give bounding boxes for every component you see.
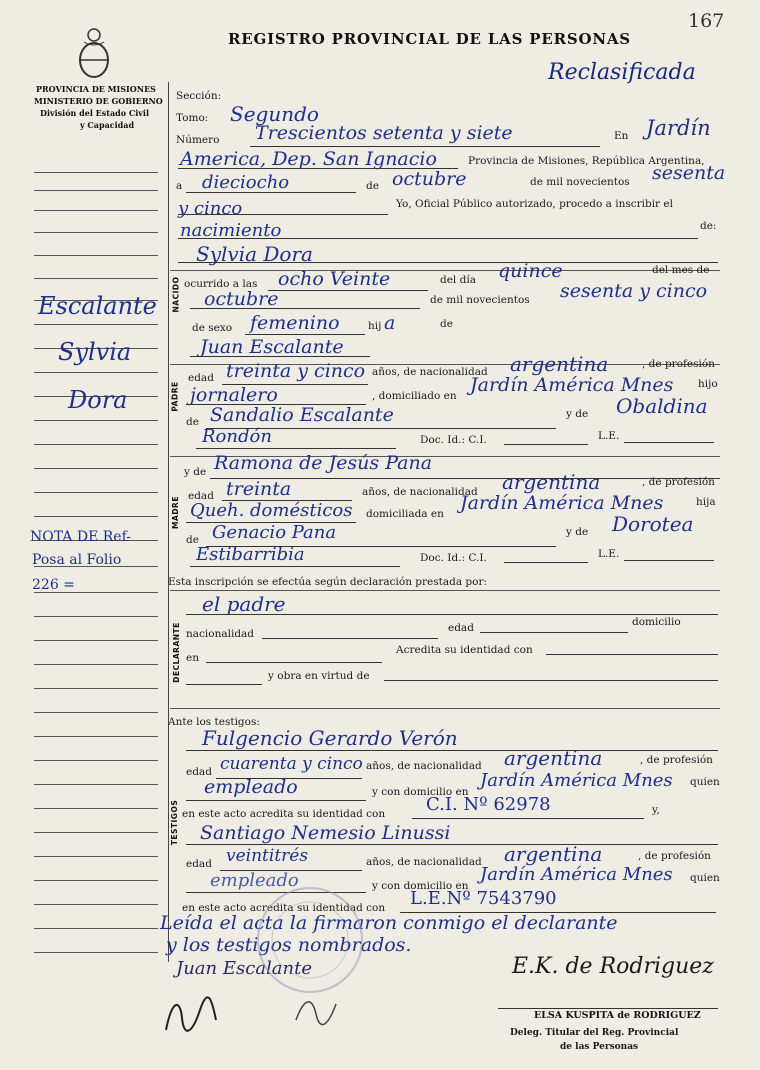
label-profesion-madre: , de profesión <box>642 476 715 488</box>
label-sexo: de sexo <box>192 322 233 334</box>
value-abuelo: Sandalio Escalante <box>210 404 394 426</box>
value-anio-2: y cinco <box>178 198 243 219</box>
value-abuela-2: Rondón <box>202 426 272 447</box>
section-label-padre: PADRE <box>170 381 180 412</box>
label-y-comma: y, <box>652 804 660 816</box>
label-profesion-padre: , de profesión <box>642 358 715 370</box>
label-hija: hija <box>696 496 716 508</box>
label-de-colon: de: <box>700 220 717 232</box>
margin-note-1: NOTA DE Ref- <box>30 529 131 545</box>
value-t2-dom: Jardín América Mnes <box>480 864 673 885</box>
value-t1-nac: argentina <box>504 746 603 770</box>
label-edad-t2: edad <box>186 858 212 870</box>
label-del-dia: del día <box>440 274 476 286</box>
section-label-testigos: TESTIGOS <box>170 799 180 846</box>
value-madre-nac: argentina <box>502 470 601 494</box>
page-number: 167 <box>688 10 725 32</box>
section-label-nacido: NACIDO <box>171 276 181 313</box>
signature-witness-1 <box>162 990 222 1040</box>
label-profesion-t2: , de profesión <box>638 850 711 862</box>
value-dia: dieciocho <box>202 172 290 193</box>
label-de-abuelo-m: de <box>186 534 199 546</box>
agency-line-2: MINISTERIO DE GOBIERNO <box>34 96 163 106</box>
label-provincia: Provincia de Misiones, República Argentina, <box>468 155 705 167</box>
label-quien-t1: quien <box>690 776 720 788</box>
label-docid-padre: Doc. Id.: C.I. <box>420 434 487 446</box>
closing-line-1: Leída el acta la firmaron conmigo el declarante <box>160 912 618 934</box>
value-hij: a <box>384 312 396 334</box>
label-y-de-madre: y de <box>184 466 207 478</box>
value-mes: octubre <box>392 168 467 190</box>
value-lugar-1: Jardín <box>646 116 711 140</box>
main-vertical-rule <box>168 82 169 962</box>
section-label-declarante: DECLARANTE <box>171 622 181 683</box>
value-madre-nombre: Ramona de Jesús Pana <box>214 452 433 474</box>
value-t2-nac: argentina <box>504 842 603 866</box>
value-t2-edad: veintitrés <box>226 846 309 866</box>
label-edad-dec: edad <box>448 622 474 634</box>
label-de-2: de <box>440 318 453 330</box>
value-hora: ocho Veinte <box>278 268 391 290</box>
value-abuela-1: Obaldina <box>616 394 708 418</box>
coat-of-arms <box>74 24 114 80</box>
value-abuela-m-1: Dorotea <box>612 512 694 536</box>
value-t2-doc: L.E.Nº 7543790 <box>410 888 557 909</box>
document-title: REGISTRO PROVINCIAL DE LAS PERSONAS <box>228 30 631 48</box>
official-name: ELSA KUSPITA de RODRIGUEZ <box>534 1010 701 1021</box>
label-en-dec: en <box>186 652 199 664</box>
label-de-mil: de mil novecientos <box>530 176 630 188</box>
label-con-domicilio-t1: y con domicilio en <box>372 786 469 798</box>
official-seal <box>250 880 370 1000</box>
label-de-mes: de <box>366 180 379 192</box>
value-declarante: el padre <box>202 592 286 616</box>
label-acredita-dec: Acredita su identidad con <box>396 644 533 656</box>
value-padre-nac: argentina <box>510 352 609 376</box>
label-hij: hij <box>368 320 382 332</box>
label-obra-dec: y obra en virtud de <box>268 670 370 682</box>
label-del-mes: del mes de <box>652 264 710 276</box>
label-hijo: hijo <box>698 378 718 390</box>
value-madre-dom: Jardín América Mnes <box>460 492 664 514</box>
margin-note-2: Posa al Folio <box>32 552 122 568</box>
label-seccion: Sección: <box>176 90 222 102</box>
label-le-padre: L.E. <box>598 430 620 442</box>
label-con-domicilio-t2: y con domicilio en <box>372 880 469 892</box>
label-a: a <box>176 180 183 192</box>
label-de-abuelo: de <box>186 416 199 428</box>
label-anios-madre: años, de nacionalidad <box>362 486 478 498</box>
value-padre-dom: Jardín América Mnes <box>470 374 674 396</box>
closing-line-2: y los testigos nombrados. <box>166 934 412 956</box>
value-t1-edad: cuarenta y cinco <box>220 754 363 774</box>
value-madre-edad: treinta <box>226 478 292 500</box>
label-profesion-t1: , de profesión <box>640 754 713 766</box>
value-padre-edad: treinta y cinco <box>226 360 366 382</box>
label-y-de-abuela-m: y de <box>566 526 589 538</box>
margin-first-name: Sylvia <box>58 338 132 366</box>
value-t2-prof: empleado <box>210 870 299 891</box>
label-le-madre: L.E. <box>598 548 620 560</box>
label-anios-t1: años, de nacionalidad <box>366 760 482 772</box>
label-edad-padre: edad <box>188 372 214 384</box>
value-padre-nombre: Juan Escalante <box>200 336 344 358</box>
agency-line-4: y Capacidad <box>80 120 135 130</box>
label-edad-t1: edad <box>186 766 212 778</box>
label-anios-t2: años, de nacionalidad <box>366 856 482 868</box>
margin-note-3: 226 = <box>32 577 75 593</box>
value-abuela-m-2: Estibarribia <box>196 544 305 565</box>
value-acto: nacimiento <box>180 220 282 241</box>
label-acredita-t1: en este acto acredita su identidad con <box>182 808 386 820</box>
value-numero: Trescientos setenta y siete <box>255 122 513 144</box>
section-label-madre: MADRE <box>170 496 180 529</box>
margin-second-name: Dora <box>68 386 128 414</box>
value-anio-nac: sesenta y cinco <box>560 280 708 302</box>
value-tomo: Segundo <box>230 102 319 126</box>
margin-surname: Escalante <box>38 292 157 320</box>
label-docid-madre: Doc. Id.: C.I. <box>420 552 487 564</box>
label-de-mil-2: de mil novecientos <box>430 294 530 306</box>
label-numero: Número <box>176 134 220 146</box>
label-nacionalidad-dec: nacionalidad <box>186 628 255 640</box>
label-edad-madre: edad <box>188 490 214 502</box>
value-padre-prof: jornalero <box>190 384 278 406</box>
signature-official: E.K. de Rodriguez <box>512 954 714 979</box>
value-t1-prof: empleado <box>204 776 298 798</box>
official-title-1: Deleg. Titular del Reg. Provincial <box>510 1028 679 1038</box>
reclassification-stamp: Reclasificada <box>548 60 696 85</box>
label-domiciliado: , domiciliado en <box>372 390 457 402</box>
label-en: En <box>614 130 629 142</box>
label-y-de-abuela: y de <box>566 408 589 420</box>
value-sexo: femenino <box>250 312 340 334</box>
label-quien-t2: quien <box>690 872 720 884</box>
value-lugar-2: America, Dep. San Ignacio <box>180 148 437 170</box>
value-abuelo-m: Genacio Pana <box>212 522 337 543</box>
official-title-2: de las Personas <box>560 1042 639 1052</box>
value-anio-1: sesenta <box>652 162 726 184</box>
label-ocurrido: ocurrido a las <box>184 278 258 290</box>
label-testigos: Ante los testigos: <box>168 716 260 728</box>
value-madre-prof: Queh. domésticos <box>190 500 353 521</box>
value-mes-nac: octubre <box>204 288 279 310</box>
label-oficial: Yo, Oficial Público autorizado, procedo a inscribir el <box>396 198 673 210</box>
label-tomo: Tomo: <box>176 112 209 124</box>
label-acredita-t2: en este acto acredita su identidad con <box>182 902 386 914</box>
label-declaracion: Esta inscripción se efectúa según declaración prestada por: <box>168 576 488 588</box>
agency-line-1: PROVINCIA DE MISIONES <box>36 84 156 94</box>
label-domiciliada: domiciliada en <box>366 508 444 520</box>
label-anios-padre: años, de nacionalidad <box>372 366 488 378</box>
value-t1-nombre: Fulgencio Gerardo Verón <box>202 726 458 750</box>
value-t2-nombre: Santiago Nemesio Linussi <box>200 822 451 844</box>
label-domicilio-dec: domicilio <box>632 616 681 628</box>
signature-declarante: Juan Escalante <box>176 958 313 979</box>
value-t1-dom: Jardín América Mnes <box>480 770 673 791</box>
value-nombre: Sylvia Dora <box>196 242 313 266</box>
value-dia-nac: quince <box>498 260 563 282</box>
value-t1-doc: C.I. Nº 62978 <box>426 794 551 815</box>
agency-line-3: División del Estado Civil <box>40 108 149 118</box>
